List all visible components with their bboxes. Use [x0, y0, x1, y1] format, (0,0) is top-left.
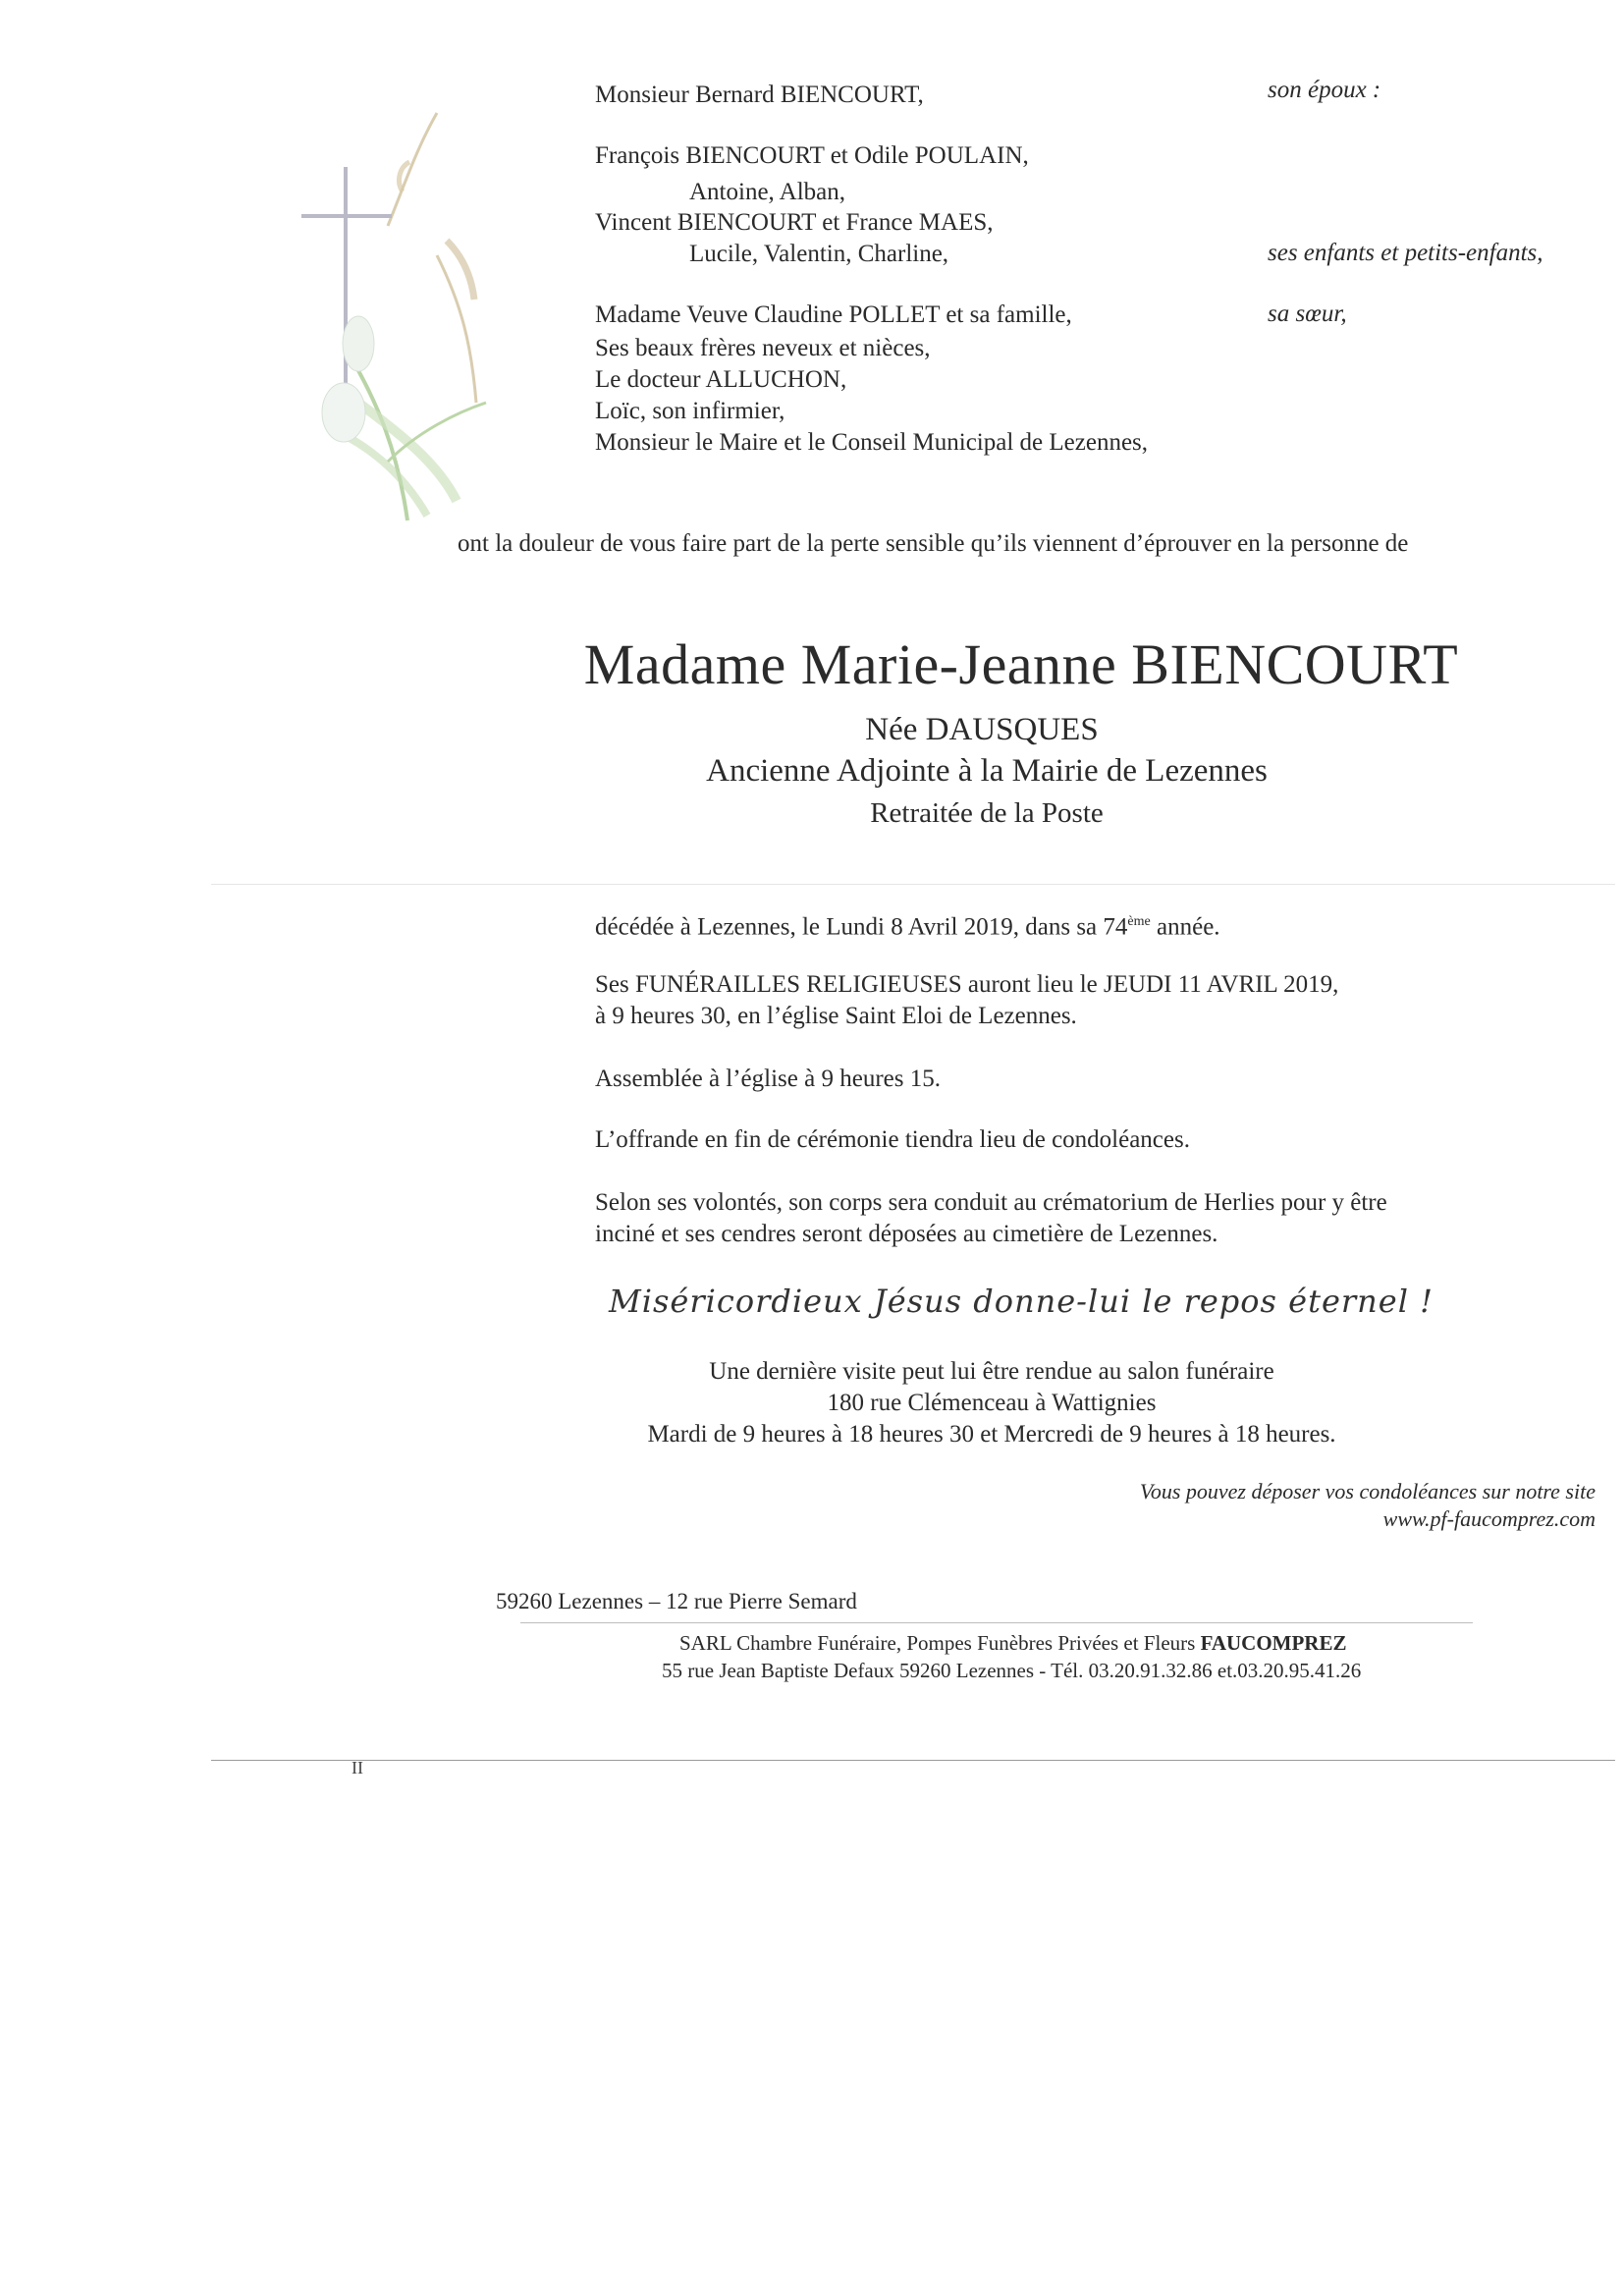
deceased-name: Madame Marie-Jeanne BIENCOURT [583, 632, 1459, 696]
child-line-3: Vincent BIENCOURT et France MAES, [595, 209, 994, 236]
cremation-line-2: inciné et ses cendres seront déposées au cimetière de Lezennes. [595, 1221, 1218, 1247]
other-line-4: Monsieur le Maire et le Conseil Municipal de Lezennes, [595, 429, 1149, 456]
lily-icon [322, 316, 486, 520]
visit-line-3: Mardi de 9 heures à 18 heures 30 et Mercredi de 9 heures à 18 heures. [647, 1421, 1336, 1448]
assembly-line: Assemblée à l’église à 9 heures 15. [595, 1066, 941, 1092]
husband-role: son époux : [1268, 77, 1381, 103]
sister-line: Madame Veuve Claudine POLLET et sa famille, [595, 301, 1072, 328]
other-line-3: Loïc, son infirmier, [595, 398, 785, 424]
sister-role: sa sœur, [1268, 301, 1347, 327]
website-link[interactable]: www.pf-faucomprez.com [1382, 1506, 1596, 1531]
company-contact: 55 rue Jean Baptiste Defaux 59260 Lezennes - Tél. 03.20.91.32.86 et.03.20.95.41.26 [662, 1659, 1362, 1682]
ordinal-suffix: ème [1127, 914, 1151, 929]
cremation-line-1: Selon ses volontés, son corps sera conduit au crématorium de Herlies pour y être [595, 1189, 1387, 1216]
deceased-title-1: Ancienne Adjointe à la Mairie de Lezennes [706, 753, 1268, 789]
birth-name: Née DAUSQUES [865, 712, 1099, 747]
bottom-mark: II [352, 1758, 363, 1777]
funeral-line-2: à 9 heures 30, en l’église Saint Eloi de Lezennes. [595, 1003, 1077, 1029]
death-statement-main: décédée à Lezennes, le Lundi 8 Avril 2019, dans sa 74 [595, 913, 1128, 941]
announcement: ont la douleur de vous faire part de la perte sensible qu’ils viennent d’éprouver en la personne de [458, 530, 1409, 557]
deceased-title-2: Retraitée de la Poste [870, 797, 1104, 829]
visit-line-2: 180 rue Clémenceau à Wattignies [827, 1390, 1157, 1416]
child-line-4: Lucile, Valentin, Charline, [689, 241, 949, 267]
child-line-1: François BIENCOURT et Odile POULAIN, [595, 142, 1029, 169]
children-role: ses enfants et petits-enfants, [1268, 240, 1543, 266]
other-line-2: Le docteur ALLUCHON, [595, 366, 847, 393]
husband-line: Monsieur Bernard BIENCOURT, [595, 82, 924, 108]
company-line [679, 1630, 1347, 1657]
company-name: FAUCOMPREZ [1200, 1631, 1347, 1655]
death-statement [595, 905, 1220, 943]
bottom-rule [211, 1760, 1615, 1761]
other-line-1: Ses beaux frères neveux et nièces, [595, 335, 931, 361]
offering-line: L’offrande en fin de cérémonie tiendra lieu de condoléances. [595, 1126, 1190, 1153]
address-line: 59260 Lezennes – 12 rue Pierre Semard [496, 1589, 857, 1613]
cross-lily-illustration [290, 108, 506, 530]
prayer-line: Miséricordieux Jésus donne-lui le repos éternel ! [609, 1283, 1434, 1320]
visit-line-1: Une dernière visite peut lui être rendue au salon funéraire [709, 1358, 1274, 1385]
section-divider [211, 884, 1615, 885]
wheat-icon [388, 113, 476, 403]
condolences-line: Vous pouvez déposer vos condoléances sur notre site [1139, 1479, 1596, 1503]
child-line-2: Antoine, Alban, [689, 179, 846, 205]
funeral-line-1: Ses FUNÉRAILLES RELIGIEUSES auront lieu le JEUDI 11 AVRIL 2019, [595, 971, 1339, 998]
death-statement-end: année. [1150, 913, 1220, 941]
footer-rule [520, 1622, 1473, 1623]
company-description: SARL Chambre Funéraire, Pompes Funèbres Privées et Fleurs [679, 1631, 1201, 1655]
